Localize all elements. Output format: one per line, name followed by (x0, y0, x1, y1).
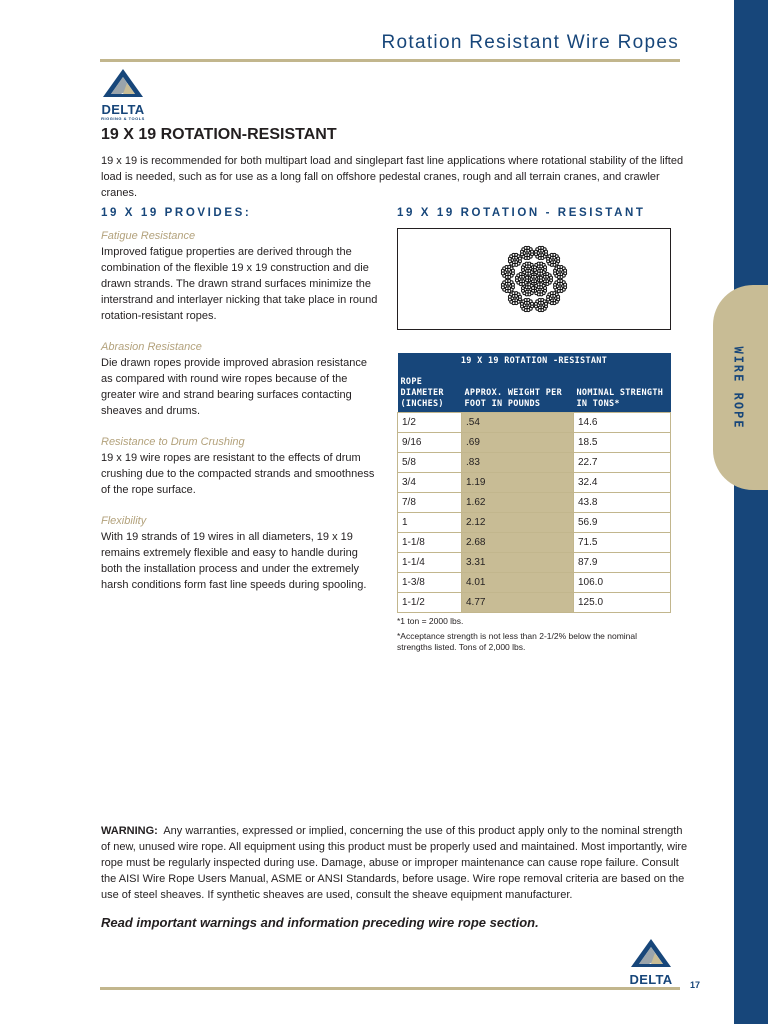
cell-diameter: 1 (398, 513, 462, 533)
cell-weight: 3.31 (462, 553, 574, 573)
cell-weight: 4.77 (462, 593, 574, 613)
page-title: 19 X 19 ROTATION-RESISTANT (101, 126, 337, 143)
table-row (398, 513, 671, 533)
cell-diameter: 9/16 (398, 433, 462, 453)
rope-cross-section-icon (398, 229, 670, 329)
col-header-diameter: ROPE DIAMETER (INCHES) (398, 375, 462, 413)
cell-weight: 1.62 (462, 493, 574, 513)
page-number: 17 (690, 980, 701, 990)
col-header-strength: NOMINAL STRENGTH IN TONS* (574, 375, 671, 413)
table-row (398, 473, 671, 493)
footer-divider (100, 987, 680, 990)
table-row (398, 453, 671, 473)
cell-weight: 4.01 (462, 573, 574, 593)
section-tab-label: WIRE ROPE (732, 345, 746, 430)
cell-diameter: 1-1/2 (398, 593, 462, 613)
table-row (398, 413, 671, 433)
table-row (398, 553, 671, 573)
feature-title: Resistance to Drum Crushing (101, 436, 245, 448)
feature-title: Flexibility (101, 515, 147, 527)
delta-logo-footer (629, 938, 673, 991)
spec-table (397, 353, 671, 613)
feature-fatigue (101, 228, 379, 324)
cell-diameter: 1-3/8 (398, 573, 462, 593)
delta-triangle-icon (101, 68, 145, 98)
cell-diameter: 1-1/4 (398, 553, 462, 573)
table-notes (397, 616, 667, 657)
cell-strength: 106.0 (574, 573, 671, 593)
cell-strength: 43.8 (574, 493, 671, 513)
features-heading: 19 X 19 PROVIDES: (101, 207, 252, 219)
feature-body: 19 x 19 wire ropes are resistant to the effects of drum crushing due to the compacted strands and smoothness of the rope surface. (101, 452, 375, 496)
section-tab-label-wrap (724, 300, 754, 475)
cell-weight: 1.19 (462, 473, 574, 493)
intro-paragraph: 19 x 19 is recommended for both multipart load and singlepart fast line applications where rotational stability of the lifted load is needed, such as for use as a long fall on offshore pedestal cranes, rough and all terrain cranes, and crawler cranes. (101, 155, 684, 199)
cell-weight: .83 (462, 453, 574, 473)
delta-triangle-icon (629, 938, 673, 968)
table-row (398, 433, 671, 453)
feature-title: Abrasion Resistance (101, 341, 202, 353)
feature-title: Fatigue Resistance (101, 230, 196, 242)
logo-subtitle: RIGGING & TOOLS (101, 116, 145, 121)
cell-strength: 125.0 (574, 593, 671, 613)
cell-diameter: 7/8 (398, 493, 462, 513)
table-note: *1 ton = 2000 lbs. (397, 616, 464, 626)
cell-diameter: 1-1/8 (398, 533, 462, 553)
feature-abrasion (101, 339, 379, 419)
warning-paragraph (101, 823, 691, 903)
cell-weight: 2.12 (462, 513, 574, 533)
cell-strength: 18.5 (574, 433, 671, 453)
table-row (398, 493, 671, 513)
header-title: Rotation Resistant Wire Ropes (381, 32, 679, 53)
cell-strength: 14.6 (574, 413, 671, 433)
warning-text: Any warranties, expressed or implied, concerning the use of this product apply only to the nominal strength of new, unused wire rope. All equipment using this product must be properly used and maintained. Most importantly, wire rope must be regularly inspected during use. Damage, abuse or improper maintenance can cause rope failure. Consult the AISI Wire Rope Users Manual, ASME or ANSI Standards, before usage. Wire rope removal criteria are based on the use of steel sheaves. If synthetic sheaves are used, consult the sheave equipment manufacturer. (101, 825, 688, 901)
feature-flexibility (101, 513, 379, 593)
rope-cross-section-frame (397, 228, 671, 330)
warning-label: WARNING: (101, 825, 158, 837)
logo-wordmark: DELTA (101, 102, 145, 117)
cell-strength: 22.7 (574, 453, 671, 473)
cell-strength: 32.4 (574, 473, 671, 493)
cell-weight: .69 (462, 433, 574, 453)
feature-body: Die drawn ropes provide improved abrasion resistance as compared with round wire ropes because of the greater wire and strand bearing surfaces contacting sheaves and drums. (101, 357, 367, 417)
table-row (398, 533, 671, 553)
cell-weight: .54 (462, 413, 574, 433)
table-row (398, 593, 671, 613)
cell-weight: 2.68 (462, 533, 574, 553)
cell-diameter: 3/4 (398, 473, 462, 493)
construction-heading: 19 X 19 ROTATION - RESISTANT (397, 207, 646, 219)
feature-body: With 19 strands of 19 wires in all diameters, 19 x 19 remains extremely flexible and easy to handle during both the installation process and under the extremely harsh conditions form fast line speeds during spooling. (101, 531, 367, 591)
table-row (398, 573, 671, 593)
cell-diameter: 1/2 (398, 413, 462, 433)
table-note: *Acceptance strength is not less than 2-1/2% below the nominal strengths listed. Tons of 2,000 lbs. (397, 631, 638, 652)
cell-strength: 56.9 (574, 513, 671, 533)
table-caption: 19 X 19 ROTATION -RESISTANT (398, 353, 671, 375)
col-header-weight: APPROX. WEIGHT PER FOOT IN POUNDS (462, 375, 574, 413)
delta-logo (101, 68, 145, 121)
cell-strength: 71.5 (574, 533, 671, 553)
feature-drum-crushing (101, 434, 379, 498)
features-list (101, 228, 379, 608)
side-color-band (734, 0, 768, 1024)
header-divider (100, 59, 680, 62)
logo-wordmark: DELTA (629, 972, 673, 987)
cell-diameter: 5/8 (398, 453, 462, 473)
feature-body: Improved fatigue properties are derived through the combination of the flexible 19 x 19 construction and die drawn strands. The drawn strand surfaces minimize the interstrand and interlayer nicking that take place in round rotation-resistant ropes. (101, 246, 378, 322)
read-warnings-note: Read important warnings and information preceding wire rope section. (101, 915, 539, 930)
cell-strength: 87.9 (574, 553, 671, 573)
